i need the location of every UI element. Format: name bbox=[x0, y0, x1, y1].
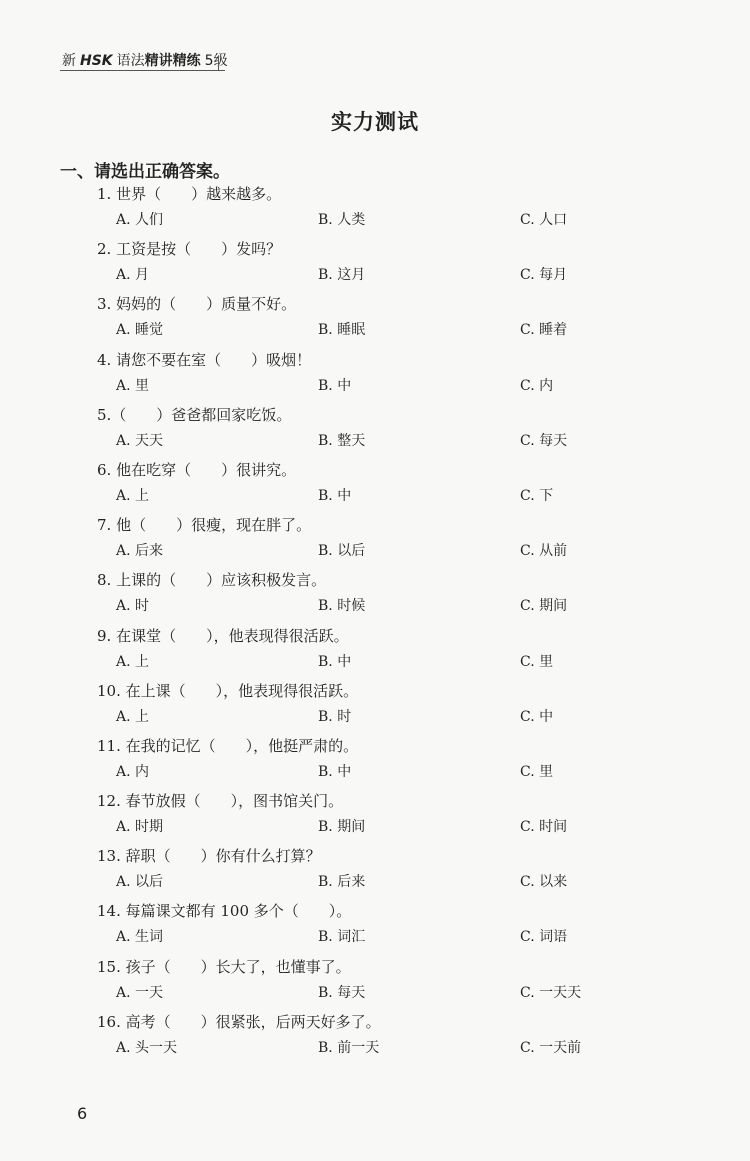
question-stem: 15. 孩子（ ）长大了，也懂事了。 bbox=[97, 957, 351, 976]
option-b: B. 时候 bbox=[318, 598, 366, 615]
question-stem: 2. 工资是按（ ）发吗？ bbox=[97, 240, 282, 259]
option-b: B. 后来 bbox=[318, 874, 366, 891]
option-c: C. 每天 bbox=[520, 432, 568, 449]
question-item bbox=[0, 625, 750, 680]
header-brand-bold: 精讲精练 bbox=[144, 53, 201, 69]
option-c: C. 从前 bbox=[520, 543, 568, 560]
page-title: 实力测试 bbox=[331, 110, 419, 134]
question-item bbox=[0, 735, 750, 790]
option-c: C. 里 bbox=[520, 653, 554, 670]
option-b: B. 中 bbox=[318, 487, 352, 504]
question-stem: 14. 每篇课文都有 100 多个（ ）。 bbox=[97, 902, 352, 921]
question-stem: 7. 他（ ）很瘦，现在胖了。 bbox=[97, 516, 312, 535]
question-item bbox=[0, 514, 750, 569]
option-a: A. 睡觉 bbox=[116, 322, 164, 339]
section-heading: 一、请选出正确答案。 bbox=[60, 162, 230, 182]
header-brand-grammar: 语法 bbox=[116, 53, 145, 69]
option-c: C. 睡着 bbox=[520, 322, 568, 339]
question-stem: 4. 请您不要在室（ ）吸烟！ bbox=[97, 350, 312, 369]
question-stem: 6. 他在吃穿（ ）很讲究。 bbox=[97, 460, 297, 479]
question-stem: 9. 在课堂（ ），他表现得很活跃。 bbox=[97, 626, 349, 645]
option-b: B. 整天 bbox=[318, 432, 366, 449]
question-stem: 3. 妈妈的（ ）质量不好。 bbox=[97, 295, 297, 314]
question-item bbox=[0, 293, 750, 348]
question-item bbox=[0, 956, 750, 1011]
question-stem: 13. 辞职（ ）你有什么打算？ bbox=[97, 847, 321, 866]
option-a: A. 以后 bbox=[116, 874, 164, 891]
option-c: C. 时间 bbox=[520, 819, 568, 836]
option-a: A. 头一天 bbox=[116, 1039, 178, 1056]
option-a: A. 人们 bbox=[116, 212, 164, 228]
question-item bbox=[0, 790, 750, 845]
option-c: C. 词语 bbox=[520, 929, 568, 946]
option-c: C. 一天天 bbox=[520, 984, 582, 1001]
option-a: A. 月 bbox=[116, 267, 150, 284]
option-a: A. 里 bbox=[116, 377, 150, 394]
option-b: B. 中 bbox=[318, 377, 352, 394]
question-stem: 1. 世界（ ）越来越多。 bbox=[97, 185, 282, 203]
option-b: B. 前一天 bbox=[318, 1039, 380, 1056]
option-c: C. 里 bbox=[520, 763, 554, 780]
option-c: C. 以来 bbox=[520, 874, 568, 891]
question-list bbox=[0, 183, 750, 1066]
option-b: B. 睡眠 bbox=[318, 322, 366, 339]
page-number: 6 bbox=[77, 1104, 88, 1123]
question-item bbox=[0, 459, 750, 514]
option-a: A. 上 bbox=[116, 487, 150, 504]
header-rule-tick bbox=[218, 56, 219, 70]
question-item bbox=[0, 900, 750, 955]
option-c: C. 每月 bbox=[520, 267, 568, 284]
question-item bbox=[0, 1011, 750, 1066]
option-b: B. 这月 bbox=[318, 267, 366, 284]
option-c: C. 人口 bbox=[520, 212, 568, 228]
question-item bbox=[0, 680, 750, 735]
question-stem: 12. 春节放假（ ），图书馆关门。 bbox=[97, 792, 344, 811]
question-stem: 8. 上课的（ ）应该积极发言。 bbox=[97, 571, 327, 590]
option-a: A. 内 bbox=[116, 763, 150, 780]
option-c: C. 下 bbox=[520, 487, 554, 504]
question-item bbox=[0, 349, 750, 404]
option-a: A. 时 bbox=[116, 598, 150, 615]
option-b: B. 每天 bbox=[318, 984, 366, 1001]
option-c: C. 一天前 bbox=[520, 1039, 582, 1056]
header-brand-new: 新 bbox=[62, 53, 76, 69]
question-stem: 16. 高考（ ）很紧张，后两天好多了。 bbox=[97, 1012, 381, 1031]
running-header bbox=[62, 50, 228, 70]
option-b: B. 词汇 bbox=[318, 929, 366, 946]
header-level: 5级 bbox=[204, 53, 228, 69]
option-b: B. 人类 bbox=[318, 212, 366, 228]
question-item bbox=[0, 183, 750, 238]
question-stem: 11. 在我的记忆（ ），他挺严肃的。 bbox=[97, 736, 359, 755]
question-stem: 5.（ ）爸爸都回家吃饭。 bbox=[97, 405, 292, 424]
question-stem: 10. 在上课（ ），他表现得很活跃。 bbox=[97, 681, 359, 700]
option-a: A. 天天 bbox=[116, 432, 164, 449]
option-b: B. 以后 bbox=[318, 543, 366, 560]
option-a: A. 时期 bbox=[116, 819, 164, 836]
option-a: A. 一天 bbox=[116, 984, 164, 1001]
option-b: B. 时 bbox=[318, 708, 352, 725]
question-item bbox=[0, 404, 750, 459]
header-rule bbox=[60, 70, 225, 71]
option-a: A. 生词 bbox=[116, 929, 164, 946]
option-b: B. 中 bbox=[318, 653, 352, 670]
question-item bbox=[0, 569, 750, 624]
option-c: C. 中 bbox=[520, 708, 554, 725]
option-a: A. 上 bbox=[116, 653, 150, 670]
header-brand-hsk: HSK bbox=[80, 53, 113, 69]
question-item bbox=[0, 845, 750, 900]
option-a: A. 上 bbox=[116, 708, 150, 725]
option-b: B. 期间 bbox=[318, 819, 366, 836]
option-a: A. 后来 bbox=[116, 543, 164, 560]
option-c: C. 期间 bbox=[520, 598, 568, 615]
option-c: C. 内 bbox=[520, 377, 554, 394]
question-item bbox=[0, 238, 750, 293]
option-b: B. 中 bbox=[318, 763, 352, 780]
